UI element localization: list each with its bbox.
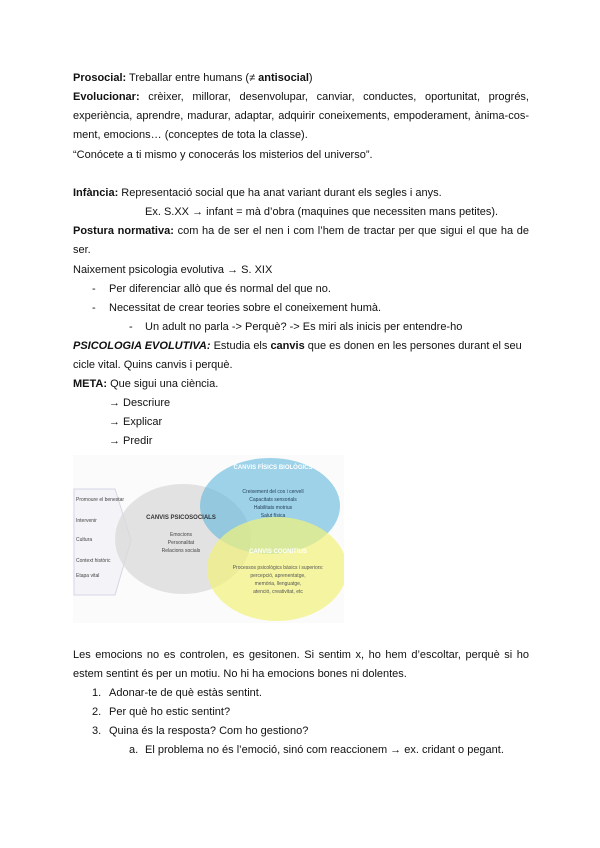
fisics-item: Capacitats sensorials <box>249 497 297 503</box>
goal-item: → Explicar <box>109 416 163 428</box>
sub-bullet-item: Un adult no parla -> Perquè? -> Es miri als inicis per entendre-ho <box>145 321 463 333</box>
infancia-text: Representació social que ha anat variant durant els segles i anys. <box>118 187 442 199</box>
prosocial-close: ) <box>308 72 313 84</box>
naixement-line: Naixement psicologia evolutiva → S. XIX <box>73 264 273 276</box>
prosocial-emph: antisocial <box>258 72 309 84</box>
cognitius-item: memòria, llenguatge, <box>254 581 302 587</box>
psicosocials-item: Relacions socials <box>161 548 201 554</box>
step-number: 1. <box>92 687 102 699</box>
bullet-dash: - <box>92 302 96 314</box>
meta-text: Que sigui una ciència. <box>107 378 219 390</box>
venn-diagram <box>73 455 344 623</box>
psicologia-term: PSICOLOGIA EVOLUTIVA: <box>73 340 211 352</box>
psicologia-post: que es donen en les persones durant el seu cicle vital. Quins canvis i perquè. <box>73 340 522 371</box>
context-item: Cultura <box>76 537 93 543</box>
evolucionar-paragraph <box>73 88 529 145</box>
psicologia-pre: Estudia els <box>210 340 271 352</box>
cognitius-title: CANVIS COGNITIUS <box>249 549 307 555</box>
psicologia-emph: canvis <box>270 340 305 352</box>
prosocial-paragraph <box>73 69 529 88</box>
infancia-term: Infància: <box>73 187 119 199</box>
sub-bullet-dash: - <box>129 321 133 333</box>
example-line: Ex. S.XX → infant = mà d’obra (maquines que necessiten mans petites). <box>145 206 499 218</box>
fisics-item: Creixement del cos i cervell <box>242 489 304 495</box>
cognitius-item: Processos psicològics bàsics i superiors: <box>232 565 324 571</box>
postura-text: com ha de ser el nen i com l’hem de tractar per que sigui el que ha de ser. <box>73 225 529 256</box>
context-item: Context històric <box>76 558 111 564</box>
context-item: Etapa vital <box>76 573 100 579</box>
bullet-item: Per diferenciar allò que és normal del que no. <box>109 283 331 295</box>
evolucionar-term: Evolucionar: <box>73 91 140 103</box>
context-item: Intervenir <box>76 518 97 524</box>
bullet-dash: - <box>92 283 96 295</box>
fisics-item: Salut física <box>260 513 286 519</box>
postura-paragraph <box>73 222 529 260</box>
prosocial-term: Prosocial: <box>73 72 127 84</box>
step-number: 2. <box>92 706 102 718</box>
evolucionar-text: crèixer, millorar, desenvolupar, canviar, conductes, oportunitat, progrés, experiència, aprendre, madurar, adaptar, adquirir coneixements, empoderament, ànima-cos-ment, emocions… (conceptes de tota la classe). <box>73 91 529 141</box>
goal-item: → Descriure <box>109 397 171 409</box>
emocions-paragraph: Les emocions no es controlen, es gesitonen. Si sentim x, ho hem d’escoltar, perquè si ho estem sentint és per un motiu. No hi ha emocions bones ni dolentes. <box>73 649 529 680</box>
step-text: Per què ho estic sentint? <box>109 706 231 718</box>
infancia-paragraph <box>73 184 529 203</box>
step-text: Adonar-te de què estàs sentint. <box>109 687 262 699</box>
meta-term: META: <box>73 378 108 390</box>
psicosocials-title: CANVIS PSICOSOCIALS <box>146 515 216 521</box>
goal-item: → Predir <box>109 435 153 447</box>
prosocial-text: Treballar entre humans (≠ <box>126 72 259 84</box>
substep-text: El problema no és l’emoció, sinó com reaccionem → ex. cridant o pegant. <box>145 744 504 756</box>
venn-diagram-figure <box>73 455 344 623</box>
step-text: Quina és la resposta? Com ho gestiono? <box>109 725 309 737</box>
bullet-item: Necessitat de crear teories sobre el coneixement humà. <box>109 302 382 314</box>
step-number: 3. <box>92 725 102 737</box>
cognitius-item: percepció, aprenentatge, <box>250 573 306 579</box>
quote-line: “Conócete a ti mismo y conocerás los misterios del universo”. <box>73 149 373 161</box>
psicosocials-item: Emocions <box>170 532 192 538</box>
psicologia-paragraph <box>73 337 529 375</box>
cognitius-item: atenció, creativitat, etc <box>253 589 303 595</box>
postura-term: Postura normativa: <box>73 225 174 237</box>
psicosocials-item: Personalitat <box>167 540 195 546</box>
fisics-item: Habilitats motrius <box>253 505 293 511</box>
fisics-title: CANVIS FÍSICS BIOLÒGICS <box>233 465 313 471</box>
substep-letter: a. <box>129 744 139 756</box>
meta-paragraph <box>73 375 529 394</box>
context-item: Promoure el benestar <box>76 497 125 503</box>
